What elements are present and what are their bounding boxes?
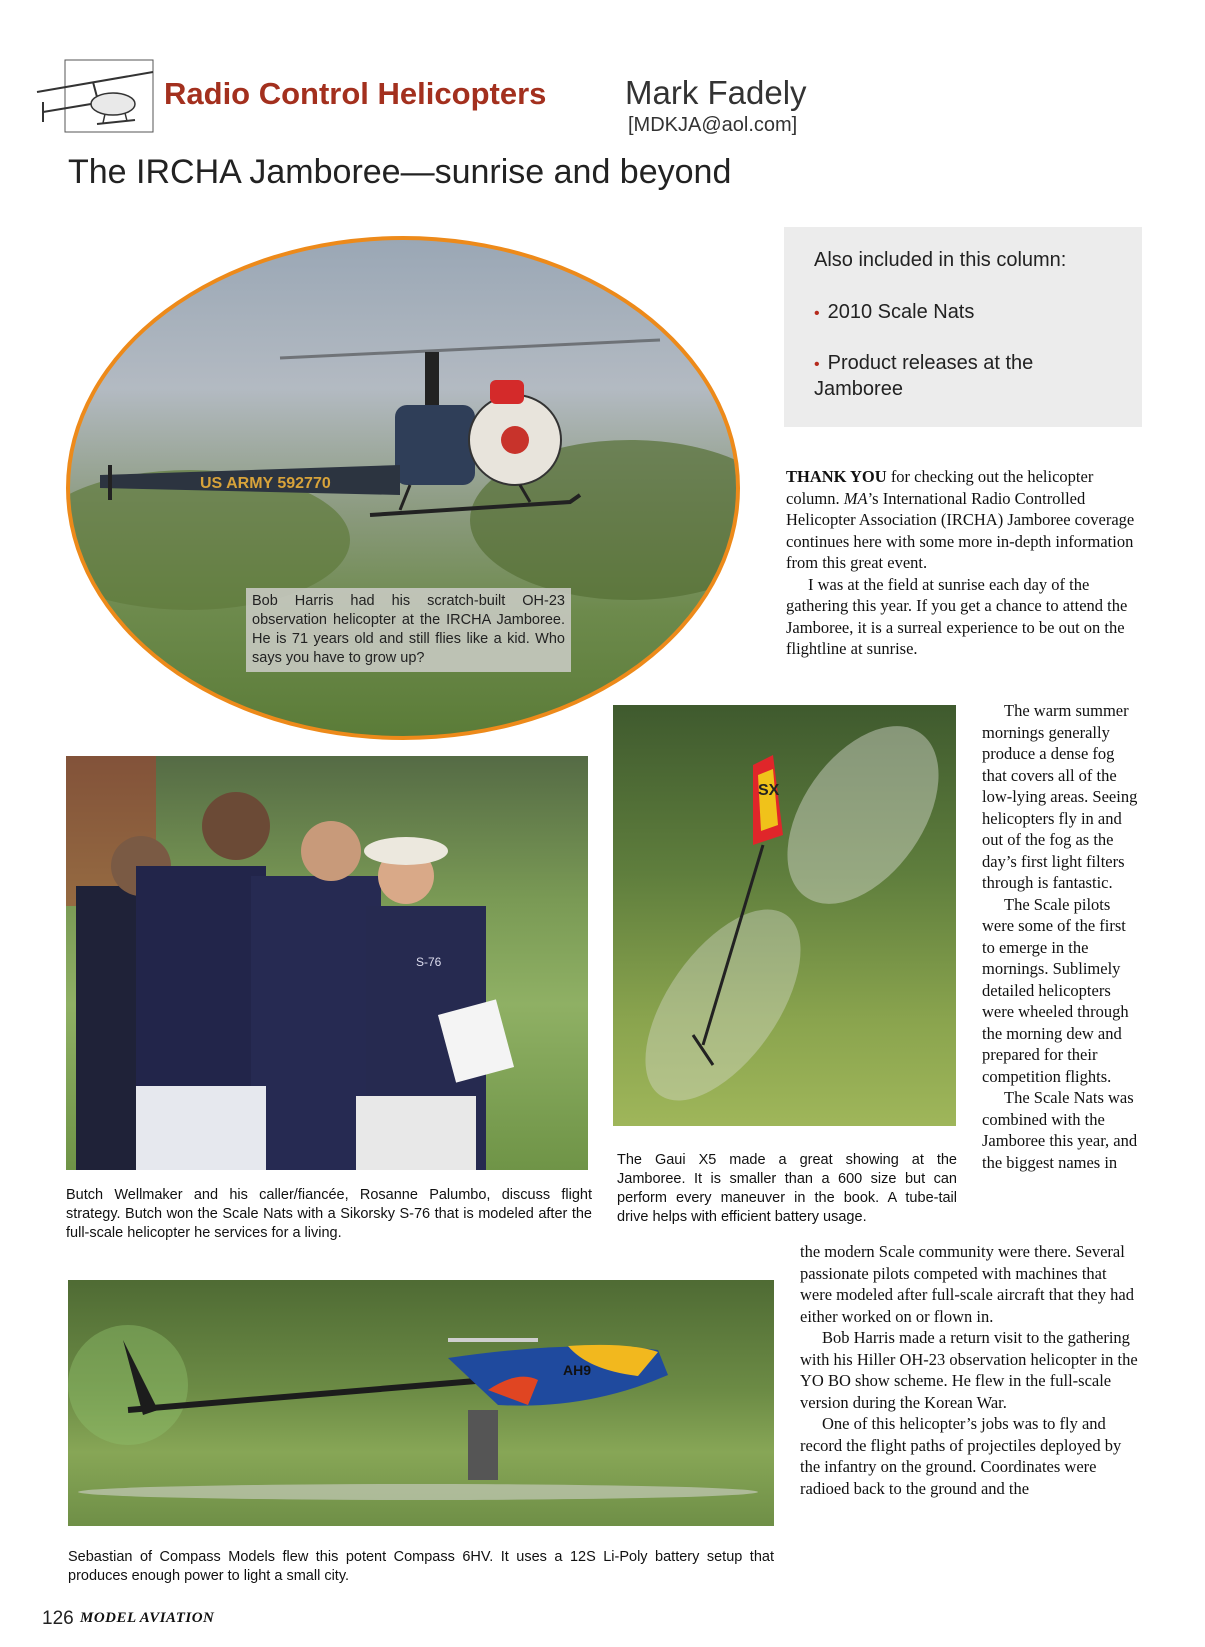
sidebar-heading: Also included in this column:	[814, 249, 1067, 271]
paragraph: One of this helicopter’s jobs was to fly and record the flight paths of projectiles deployed by the infantry on the ground. Coordinates were radioed back to the ground and the	[800, 1414, 1122, 1498]
sidebar-box	[784, 227, 1142, 427]
canopy-text: AH9	[563, 1362, 592, 1378]
column-title: Radio Control Helicopters	[164, 76, 547, 111]
column-logo-helicopter	[35, 52, 155, 137]
paragraph: The Scale pilots were some of the first to emerge in the mornings. Sublimely detailed helicopters were wheeled through the morning dew and prepared for their competition flights.	[982, 894, 1129, 1086]
photo-butch-wellmaker-crew	[66, 756, 588, 1170]
sidebar-item: • 2010 Scale Nats	[814, 301, 975, 323]
tail-marking-text: US ARMY 592770	[200, 475, 331, 492]
body-text-block-3	[800, 1241, 1142, 1499]
page-number: 126	[42, 1608, 74, 1629]
photo-compass-6hv	[68, 1280, 774, 1526]
canopy-text: SX	[758, 782, 780, 799]
paragraph: THANK YOU for checking out the helicopter column. MA’s International Radio Controlled Helicopter Association (IRCHA) Jamboree coverage continues here with some more in-depth information from this great event.	[786, 467, 1135, 572]
article-headline: The IRCHA Jamboree—sunrise and beyond	[68, 153, 732, 191]
magazine-name: MODEL AVIATION	[80, 1610, 215, 1626]
body-text-block-1	[786, 466, 1142, 660]
paragraph: The warm summer mornings generally produce a dense fog that covers all of the low-lying areas. Seeing helicopters fly in and out of the fog as the day’s first light filters through is fantastic.	[982, 701, 1138, 892]
author-name: Mark Fadely	[625, 74, 807, 111]
author-email: [MDKJA@aol.com]	[628, 114, 798, 136]
paragraph: the modern Scale community were there. Several passionate pilots competed with machines that were modeled after full-scale aircraft that they had either worked on or flown in.	[800, 1242, 1134, 1326]
paragraph: The Scale Nats was combined with the Jamboree this year, and the biggest names in	[982, 1088, 1138, 1172]
body-text-block-2	[982, 700, 1142, 1173]
crew-photo-caption: Butch Wellmaker and his caller/fiancée, Rosanne Palumbo, discuss flight strategy. Butch won the Scale Nats with a Sikorsky S-76 that is modeled after the full-scale helicopter he services for a living.	[66, 1187, 592, 1241]
oval-photo-caption: Bob Harris had his scratch-built OH-23 observation helicopter at the IRCHA Jamboree. He is 71 years old and still flies like a kid. Who says you have to grow up?	[246, 588, 571, 672]
sidebar-item: • Product releases at the Jamboree	[814, 352, 1034, 400]
paragraph: I was at the field at sunrise each day of the gathering this year. If you get a chance to attend the Jamboree, it is a surreal experience to be out on the flightline at sunrise.	[786, 574, 1128, 658]
bullet-icon: •	[814, 305, 820, 322]
shirt-logo-text: S-76	[416, 955, 442, 969]
bullet-icon: •	[814, 356, 820, 373]
gaui-photo-caption: The Gaui X5 made a great showing at the Jamboree. It is smaller than a 600 size but can perform every maneuver in the book. A tube-tail drive helps with efficient battery usage.	[617, 1152, 957, 1225]
photo-gaui-x5	[613, 705, 956, 1126]
paragraph: Bob Harris made a return visit to the gathering with his Hiller OH-23 observation helicopter in the YO BO show scheme. He flew in the full-scale version during the Korean War.	[800, 1328, 1138, 1412]
compass-photo-caption: Sebastian of Compass Models flew this potent Compass 6HV. It uses a 12S Li-Poly battery setup that produces enough power to light a small city.	[68, 1549, 774, 1584]
